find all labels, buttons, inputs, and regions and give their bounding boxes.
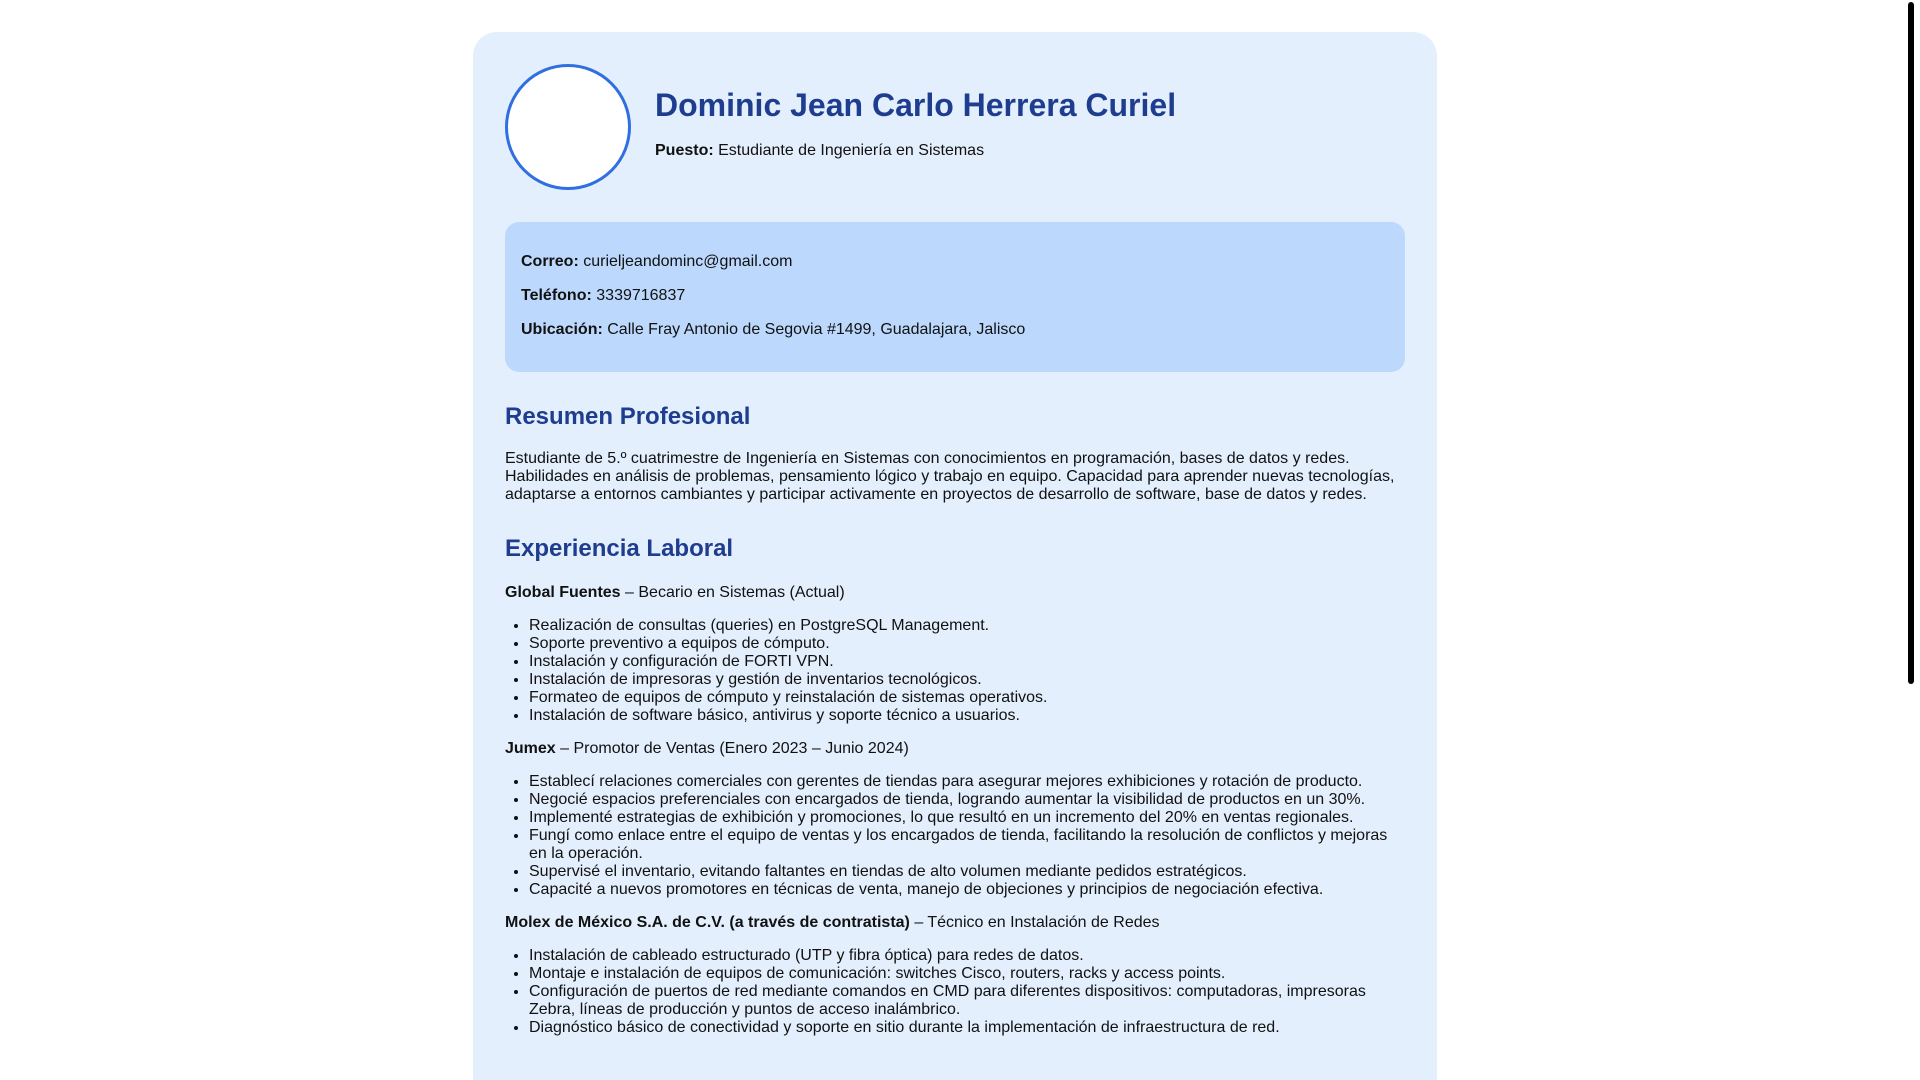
resume-card: [473, 32, 1437, 1080]
phone-value: 3339716837: [596, 287, 686, 304]
vertical-scrollbar[interactable]: [1902, 0, 1920, 1080]
job-duties: [505, 947, 1405, 1037]
job-detail: – Becario en Sistemas (Actual): [620, 583, 845, 601]
job-detail: – Técnico en Instalación de Redes: [909, 913, 1160, 931]
summary-title: Resumen Profesional: [505, 403, 751, 430]
location-line: [521, 320, 1389, 340]
job-duties: [505, 773, 1405, 899]
job-global-fuentes: [505, 583, 1405, 725]
list-item: • Instalación de software básico, antivirus y soporte técnico a usuarios.: [529, 707, 1405, 725]
job-company: Jumex: [505, 739, 556, 757]
job-detail: – Promotor de Ventas (Enero 2023 – Junio 2024): [555, 739, 909, 757]
job-heading: [505, 583, 1405, 603]
list-item: • Fungí como enlace entre el equipo de ventas y los encargados de tienda, facilitando la resolución de conflictos y mejoras en la operación.: [529, 827, 1405, 863]
phone-line: [521, 286, 1389, 306]
list-item: • Negocié espacios preferenciales con encargados de tienda, logrando aumentar la visibilidad de productos en un 30%.: [529, 791, 1405, 809]
list-item: • Montaje e instalación de equipos de comunicación: switches Cisco, routers, racks y access points.: [529, 965, 1405, 983]
location-value: Calle Fray Antonio de Segovia #1499, Guadalajara, Jalisco: [607, 321, 1026, 338]
list-item: • Formateo de equipos de cómputo y reinstalación de sistemas operativos.: [529, 689, 1405, 707]
job-company: Global Fuentes: [505, 583, 621, 601]
job-duties: [505, 617, 1405, 725]
candidate-name: Dominic Jean Carlo Herrera Curiel: [655, 86, 1177, 123]
list-item: • Configuración de puertos de red mediante comandos en CMD para diferentes dispositivos: computadoras, impresoras Zebra, líneas de producción y puntos de acceso inalámbrico.: [529, 983, 1405, 1019]
role-label: Puesto:: [655, 142, 714, 159]
list-item: • Instalación y configuración de FORTI VPN.: [529, 653, 1405, 671]
list-item: • Soporte preventivo a equipos de cómputo.: [529, 635, 1405, 653]
summary-text: Estudiante de 5.º cuatrimestre de Ingeniería en Sistemas con conocimientos en programación, bases de datos y redes. Habilidades en análisis de problemas, pensamiento lógico y trabajo en equipo. Capacidad para aprender nuevas tecnologías, adaptarse a entornos cambiantes y participar activamente en proyectos de desarrollo de software, base de datos y redes.: [505, 450, 1395, 504]
email-label: Correo:: [521, 253, 579, 270]
list-item: • Realización de consultas (queries) en PostgreSQL Management.: [529, 617, 1405, 635]
location-label: Ubicación:: [521, 321, 603, 338]
list-item: • Supervisé el inventario, evitando faltantes en tiendas de alto volumen mediante pedidos estratégicos.: [529, 863, 1405, 881]
contact-box: [505, 222, 1405, 372]
list-item: • Establecí relaciones comerciales con gerentes de tiendas para asegurar mejores exhibiciones y rotación de producto.: [529, 773, 1405, 791]
job-jumex: [505, 739, 1405, 899]
job-company: Molex de México S.A. de C.V. (a través de contratista): [505, 913, 910, 931]
header-text: [655, 88, 1176, 160]
list-item: • Capacité a nuevos promotores en técnicas de venta, manejo de objeciones y principios de negociación efectiva.: [529, 881, 1405, 899]
email-line: [521, 252, 1389, 272]
role-value: Estudiante de Ingeniería en Sistemas: [718, 142, 985, 159]
avatar: [505, 64, 631, 190]
list-item: • Implementé estrategias de exhibición y promociones, lo que resultó en un incremento del 20% en ventas regionales.: [529, 809, 1405, 827]
list-item: • Diagnóstico básico de conectividad y soporte en sitio durante la implementación de infraestructura de red.: [529, 1019, 1405, 1037]
phone-label: Teléfono:: [521, 287, 592, 304]
scrollbar-thumb[interactable]: [1908, 2, 1914, 684]
job-molex: [505, 913, 1405, 1037]
role-line: [655, 141, 1176, 160]
job-heading: [505, 739, 1405, 759]
list-item: • Instalación de impresoras y gestión de inventarios tecnológicos.: [529, 671, 1405, 689]
job-heading: [505, 913, 1405, 933]
email-value: curieljeandominc@gmail.com: [583, 253, 793, 270]
experience-title: Experiencia Laboral: [505, 535, 734, 563]
resume-header: [505, 64, 1405, 190]
list-item: • Instalación de cableado estructurado (UTP y fibra óptica) para redes de datos.: [529, 947, 1405, 965]
